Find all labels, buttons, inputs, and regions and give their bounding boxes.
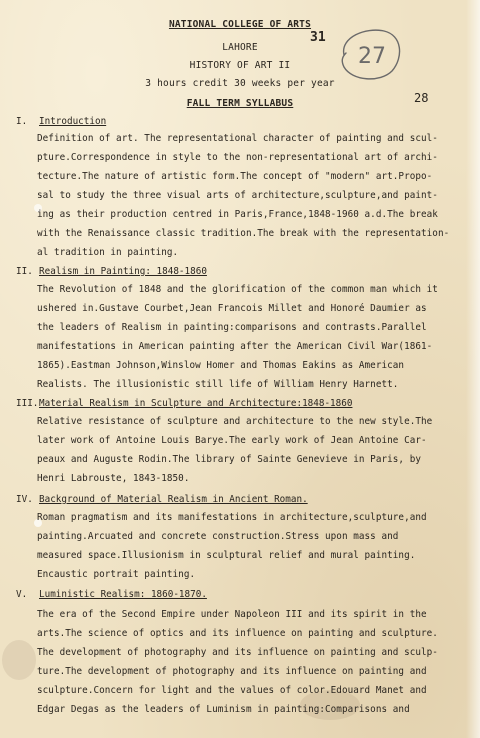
section-text-line: al tradition in painting. [37,247,179,258]
section-text-line: 1865).Eastman Johnson,Winslow Homer and Thomas Eakins as American [37,360,405,371]
section-text-line: sal to study the three visual arts of architecture,sculpture,and paint- [37,190,438,201]
section-text-line: ture.The development of photography and its influence on painting and [37,666,427,677]
college-name: NATIONAL COLLEGE OF ARTS [168,19,312,30]
section-text-line: Roman pragmatism and its manifestations in architecture,sculpture,and [37,512,427,523]
city-name: LAHORE [222,42,258,53]
section-text-line: tecture.The nature of artistic form.The concept of "modern" art.Propo- [37,171,433,182]
handwritten-circled-number [336,25,406,83]
section-text-line: Realists. The illusionistic still life of William Henry Harnett. [37,379,399,390]
term-title: FALL TERM SYLLABUS [186,98,294,109]
section-numeral: II. [16,266,33,277]
secondary-page-number: 28 [414,91,429,105]
section-text-line: later work of Antoine Louis Barye.The early work of Jean Antoine Car- [37,435,427,446]
section-title: Background of Material Realism in Ancient Roman. [39,494,308,505]
section-heading-5 [16,589,207,600]
section-text-line: Edgar Degas as the leaders of Luminism in painting:Comparisons and [37,704,410,715]
course-title: HISTORY OF ART II [189,60,291,71]
section-numeral: V. [16,589,28,600]
stain-mark [2,640,36,680]
section-text-line: ushered in.Gustave Courbet,Jean Francois Millet and Honoré Daumier as [37,303,427,314]
section-numeral: IV. [16,494,33,505]
section-heading-1 [16,116,106,127]
section-text-line: measured space.Illusionism in sculptural relief and mural painting. [37,550,416,561]
section-text-line: Henri Labrouste, 1843-1850. [37,473,190,484]
section-title: Material Realism in Sculpture and Architecture:1848-1860 [39,398,353,409]
section-title: Introduction [39,116,107,127]
section-text-line: sculpture.Concern for light and the values of color.Edouard Manet and [37,685,427,696]
section-heading-2 [16,266,207,277]
section-text-line: The development of photography and its influence on painting and sculp- [37,647,438,658]
section-text-line: The Revolution of 1848 and the glorification of the common man which it [37,284,438,295]
section-title: Luministic Realism: 1860-1870. [39,589,207,600]
section-numeral: III. [16,398,39,409]
section-text-line: The era of the Second Empire under Napoleon III and its spirit in the [37,609,427,620]
page-number: 31 [310,30,326,45]
section-text-line: with the Renaissance classic tradition.The break with the representation- [37,228,450,239]
section-text-line: Encaustic portrait painting. [37,569,196,580]
paper-edge [466,0,480,738]
section-text-line: Definition of art. The representational character of painting and scul- [37,133,438,144]
section-heading-4 [16,494,308,505]
section-text-line: arts.The science of optics and its influence on painting and sculpture. [37,628,438,639]
section-text-line: Relative resistance of sculpture and architecture to the new style.The [37,416,433,427]
section-text-line: painting.Arcuated and concrete construction.Stress upon mass and [37,531,399,542]
section-text-line: peaux and Auguste Rodin.The library of Sainte Genevieve in Paris, by [37,454,422,465]
section-text-line: ing as their production centred in Paris,France,1848-1960 a.d.The break [37,209,438,220]
section-text-line: pture.Correspondence in style to the non-representational art of archi- [37,152,438,163]
section-text-line: manifestations in American painting after the American Civil War(1861- [37,341,433,352]
section-numeral: I. [16,116,28,127]
credit-info: 3 hours credit 30 weeks per year [145,78,335,89]
svg-text:27: 27 [358,44,386,69]
section-heading-3 [16,398,352,409]
section-title: Realism in Painting: 1848-1860 [39,266,207,277]
section-text-line: the leaders of Realism in painting:comparisons and contrasts.Parallel [37,322,427,333]
